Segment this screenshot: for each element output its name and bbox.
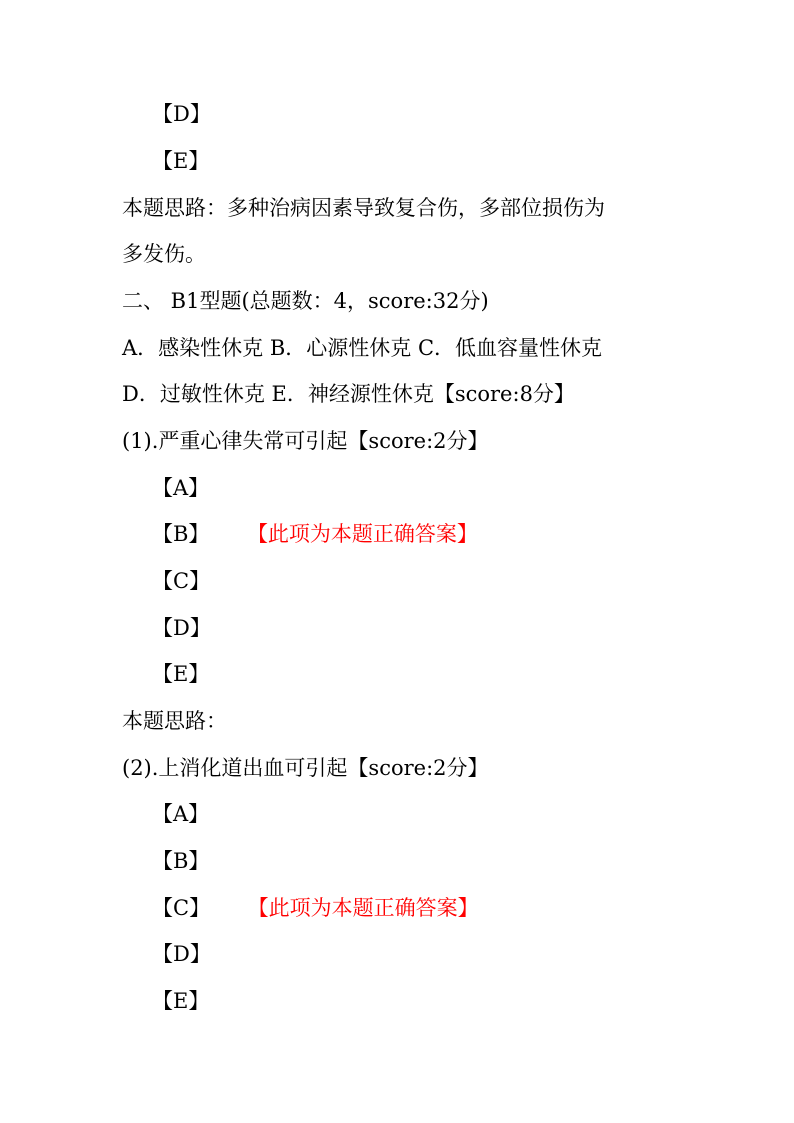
explanation-prev-line1: 本题思路：多种治病因素导致复合伤，多部位损伤为 [122,196,605,220]
question-2-option-a: 【A】 [152,802,210,826]
question-1-option-e: 【E】 [152,662,210,686]
section-header: 二、 B1型题(总题数：4，score:32分) [122,289,489,313]
option-e-prev: 【E】 [152,149,210,173]
explanation-prev-line2: 多发伤。 [122,242,206,266]
question-2-option-c-row [152,895,479,921]
question-2-option-e: 【E】 [152,989,210,1013]
shared-options-line2: D．过敏性休克 E．神经源性休克【score:8分】 [122,382,575,406]
question-1-correct-answer-label: 【此项为本题正确答案】 [257,522,478,546]
question-1-option-c: 【C】 [152,569,211,593]
question-1-option-b: 【B】 [152,522,210,546]
question-2-option-b: 【B】 [152,849,210,873]
question-2-correct-answer-label: 【此项为本题正确答案】 [258,896,479,920]
question-1-option-d: 【D】 [152,616,211,640]
option-d-prev: 【D】 [152,102,211,126]
question-2-option-c: 【C】 [152,896,211,920]
question-2-option-d: 【D】 [152,942,211,966]
question-1-explanation: 本题思路： [122,709,227,733]
shared-options-line1: A．感染性休克 B．心源性休克 C．低血容量性休克 [122,336,603,360]
question-1-stem: (1).严重心律失常可引起【score:2分】 [122,429,489,453]
question-2-stem: (2).上消化道出血可引起【score:2分】 [122,756,489,780]
question-1-option-a: 【A】 [152,476,210,500]
question-1-option-b-row [152,521,478,547]
